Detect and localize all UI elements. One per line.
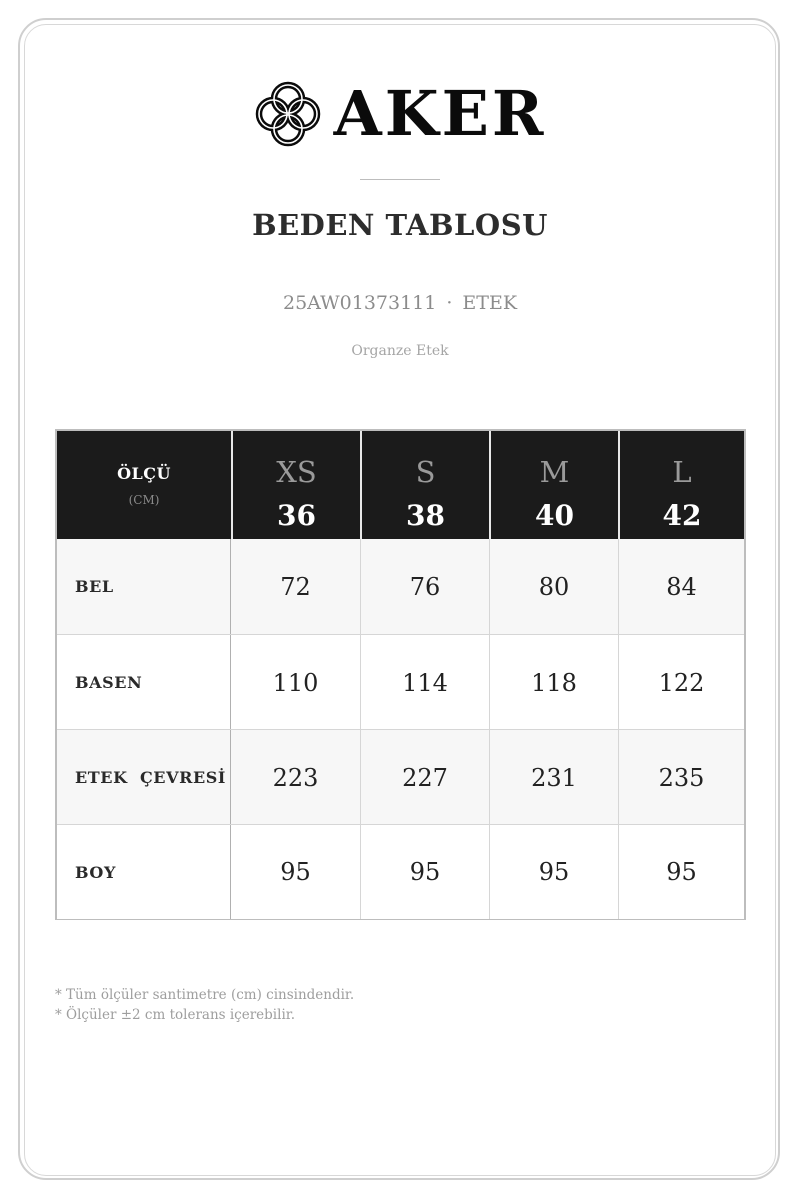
- header-label: ÖLÇÜ: [117, 464, 171, 483]
- brand-name: AKER: [333, 77, 547, 150]
- cell-value: 76: [409, 572, 441, 601]
- size-column-l: [618, 431, 744, 539]
- knot-emblem-icon: [254, 80, 322, 148]
- cell-value: 122: [658, 668, 705, 697]
- cell-value: 84: [666, 572, 697, 601]
- cell-value: 95: [409, 858, 441, 886]
- cell-value: 110: [272, 668, 319, 697]
- table-row: [57, 729, 744, 825]
- cell-value: 80: [538, 572, 570, 601]
- page-title: BEDEN TABLOSU: [252, 208, 548, 242]
- table-row: [57, 824, 744, 919]
- cell-value: 114: [402, 668, 448, 697]
- product-category: ETEK: [462, 292, 518, 314]
- size-letter: S: [415, 455, 436, 489]
- cell-value: 223: [272, 763, 319, 792]
- row-label: BASEN: [75, 673, 143, 692]
- size-number: 36: [277, 499, 316, 532]
- header-measure-cell: [57, 431, 231, 539]
- table-row: [57, 539, 744, 634]
- cell-value: 235: [658, 763, 705, 792]
- cell-value: 227: [402, 763, 448, 792]
- product-meta: [0, 292, 800, 314]
- meta-separator: ·: [446, 292, 453, 314]
- header-unit: (CM): [128, 493, 160, 507]
- cell-value: 95: [280, 858, 311, 886]
- size-number: 38: [406, 499, 445, 532]
- brand-logo: [0, 78, 800, 150]
- size-number: 40: [535, 499, 574, 532]
- cell-value: 72: [280, 572, 311, 601]
- cell-value: 95: [666, 858, 697, 886]
- footnote: * Tüm ölçüler santimetre (cm) cinsindendir.: [55, 987, 355, 1003]
- footnote: * Ölçüler ±2 cm tolerans içerebilir.: [55, 1007, 296, 1023]
- cell-value: 118: [531, 668, 577, 697]
- row-label: BOY: [75, 862, 116, 882]
- size-letter: M: [539, 455, 570, 489]
- size-letter: L: [672, 455, 692, 489]
- size-number: 42: [662, 499, 702, 532]
- size-column-xs: [231, 431, 360, 539]
- size-column-s: [360, 431, 489, 539]
- table-header-row: [57, 431, 744, 539]
- row-label: ETEK ÇEVRESİ: [75, 768, 227, 787]
- cell-value: 231: [531, 763, 577, 792]
- product-name: Organze Etek: [351, 343, 449, 359]
- footnotes: [55, 985, 354, 1025]
- title-divider: [360, 179, 440, 180]
- size-column-m: [489, 431, 618, 539]
- size-table: [55, 429, 746, 920]
- cell-value: 95: [538, 858, 570, 886]
- row-label: BEL: [75, 577, 114, 596]
- table-row: [57, 634, 744, 730]
- size-letter: XS: [276, 455, 317, 489]
- product-code: 25AW01373111: [282, 292, 437, 314]
